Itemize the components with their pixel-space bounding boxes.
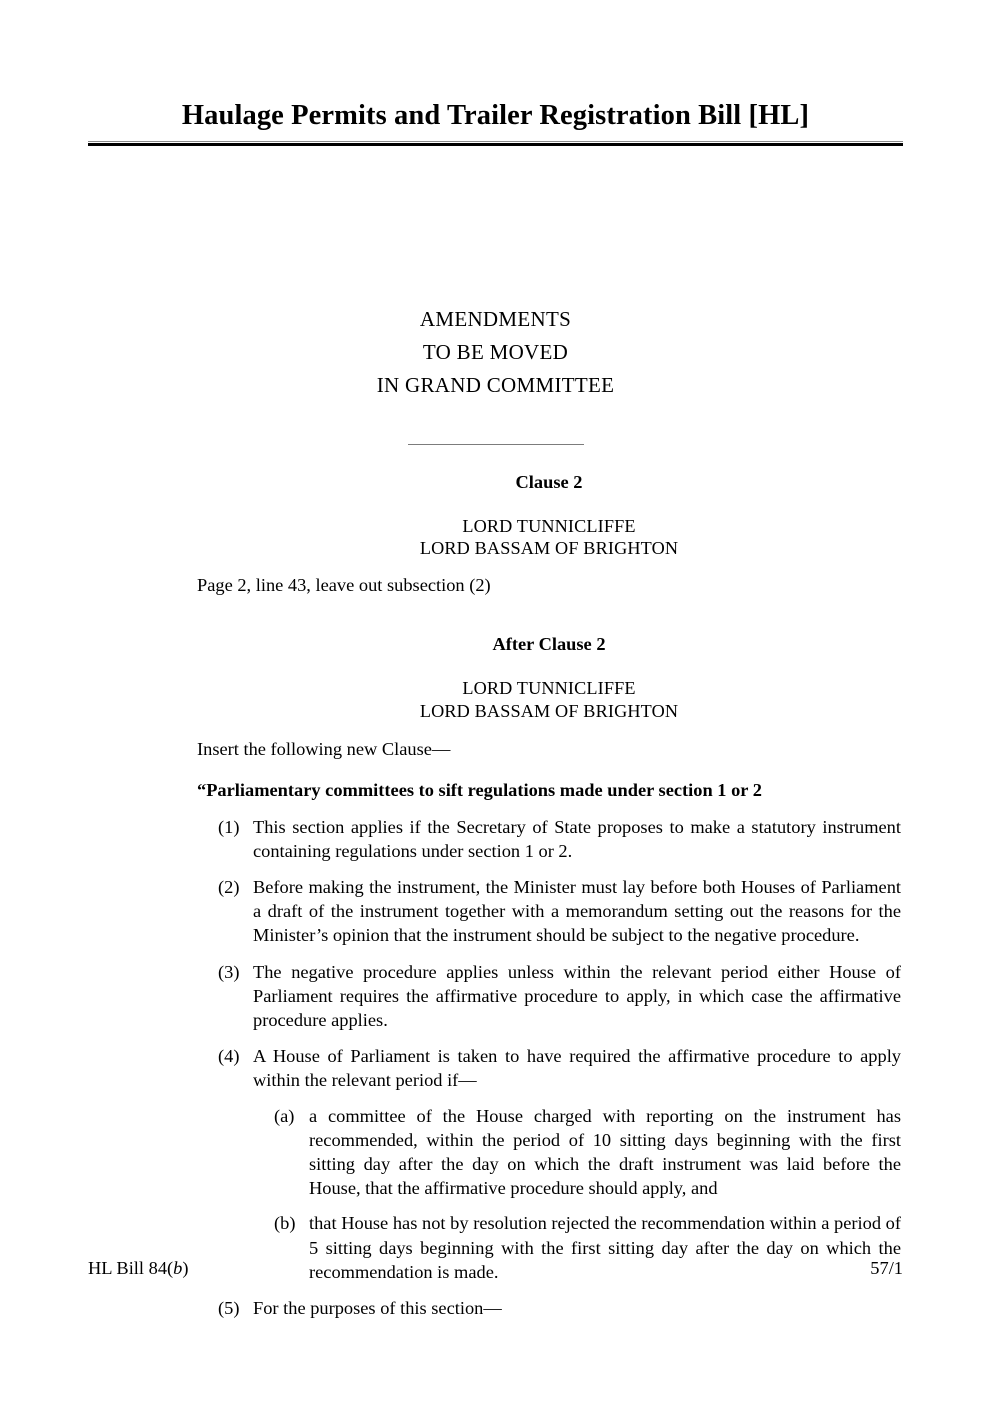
paragraph-number: (5): [218, 1298, 240, 1319]
amendment-block-clause-2: [197, 470, 901, 598]
sponsor-name: LORD BASSAM OF BRIGHTON: [419, 700, 679, 721]
paragraph-text: This section applies if the Secretary of State proposes to make a statutory instrument containing regulations under section 1 or 2.: [253, 816, 901, 861]
amendment-instruction: Insert the following new Clause—: [197, 738, 451, 759]
clause-paragraph: [197, 960, 901, 1033]
paragraph-text: The negative procedure applies unless within the relevant period either House of Parliament requires the affirmative procedure to apply, in which case the affirmative procedure applies.: [253, 961, 901, 1030]
page-reference: 57/1: [870, 1258, 903, 1278]
subparagraph-text: a committee of the House charged with reporting on the instrument has recommended, within the period of 10 sitting days beginning with the first sitting day after the day on which the draft instrument was laid before the House, that the affirmative procedure should apply, and: [309, 1105, 901, 1199]
subparagraph-number: (b): [274, 1213, 296, 1234]
document-header: [88, 100, 903, 146]
sponsor-name: LORD TUNNICLIFFE: [462, 516, 636, 536]
subparagraph-number: (a): [274, 1105, 295, 1126]
preamble-line-amendments: AMENDMENTS: [419, 307, 572, 331]
preamble-line-to-be-moved: TO BE MOVED: [422, 340, 569, 365]
page-title: Haulage Permits and Trailer Registration Bill [HL]: [181, 100, 810, 131]
paragraph-number: (1): [218, 816, 240, 837]
subparagraph-text: that House has not by resolution rejected the recommendation within a period of 5 sitting days beginning with the first sitting day after the day on which the recommendation is made.: [309, 1213, 901, 1282]
paragraph-number: (4): [218, 1046, 240, 1067]
amendment-block-after-clause-2: [197, 632, 901, 1320]
bill-reference-suffix: ): [182, 1258, 189, 1278]
paragraph-number: (3): [218, 961, 240, 982]
amendment-instruction: Page 2, line 43, leave out subsection (2): [197, 575, 491, 596]
sponsor-name: LORD BASSAM OF BRIGHTON: [419, 538, 679, 559]
clause-paragraph: [197, 875, 901, 948]
amendment-heading: After Clause 2: [492, 634, 606, 655]
title-double-rule: [88, 141, 903, 146]
preamble-block: [88, 303, 903, 460]
bill-reference-prefix: HL Bill 84(: [88, 1258, 174, 1278]
sponsor-name: LORD TUNNICLIFFE: [462, 678, 636, 699]
clause-subparagraph: [197, 1104, 901, 1201]
clause-paragraph: [197, 1044, 901, 1092]
amendment-heading: Clause 2: [515, 472, 583, 492]
preamble-line-in-grand-committee: IN GRAND COMMITTEE: [376, 373, 615, 398]
sponsor-list: [197, 515, 901, 559]
clause-paragraph: [197, 815, 901, 863]
paragraph-number: (2): [218, 876, 240, 897]
bill-reference-variant: b: [173, 1258, 183, 1278]
new-clause-title: “Parliamentary committees to sift regulations made under section 1 or 2: [197, 779, 762, 800]
amendments-body: [197, 470, 901, 1320]
clause-paragraph: [197, 1296, 901, 1320]
paragraph-text: A House of Parliament is taken to have required the affirmative procedure to apply within the relevant period if—: [253, 1046, 901, 1091]
page-footer: [88, 1258, 903, 1279]
paragraph-text: For the purposes of this section—: [253, 1298, 502, 1319]
paragraph-text: Before making the instrument, the Minister must lay before both Houses of Parliament a draft of the instrument together with a memorandum setting out the reasons for the Minister’s opinion that the instrument should be subject to the negative procedure.: [253, 876, 901, 946]
preamble-divider-wrap: [88, 427, 903, 460]
bill-reference: [88, 1258, 188, 1279]
section-divider-rule: [408, 444, 584, 445]
sponsor-list: [197, 677, 901, 721]
